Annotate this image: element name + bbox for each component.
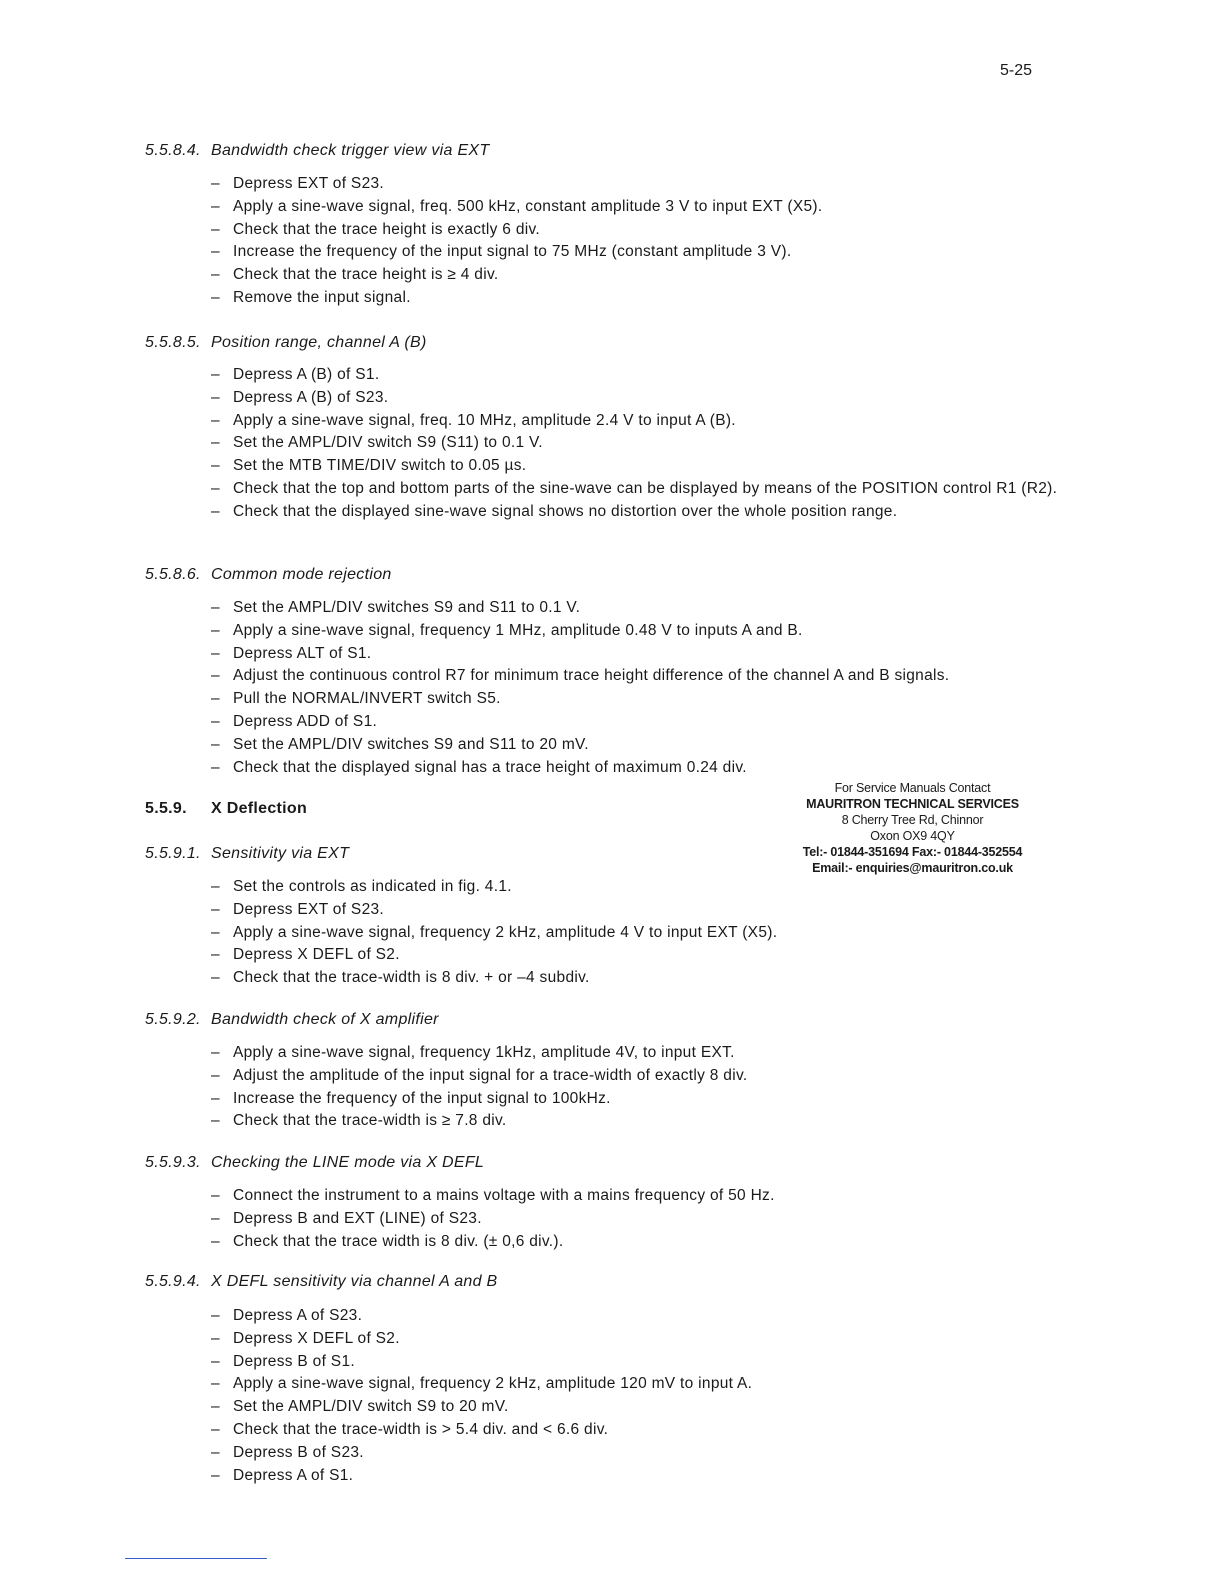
list-item: – Check that the trace-width is 8 div. + or –4 subdiv. xyxy=(211,967,1063,990)
list-item: – Depress A (B) of S23. xyxy=(211,387,1063,410)
list-item: – Check that the trace-width is > 5.4 div. and < 6.6 div. xyxy=(211,1419,1063,1442)
list-item: – Depress B of S23. xyxy=(211,1442,1063,1465)
list-item: – Depress A of S1. xyxy=(211,1465,1063,1488)
contact-line: For Service Manuals Contact xyxy=(834,781,991,795)
step-list xyxy=(145,876,1145,990)
section-title: Bandwidth check of X amplifier xyxy=(211,1011,439,1028)
contact-address: 8 Cherry Tree Rd, Chinnor xyxy=(841,813,984,827)
step-list xyxy=(145,1042,1145,1133)
list-item: – Check that the trace width is 8 div. (± 0,6 div.). xyxy=(211,1231,1063,1254)
section-heading xyxy=(145,1011,1145,1033)
section-number: 5.5.8.6. xyxy=(145,566,201,583)
section-5-5-9-2 xyxy=(145,1011,1145,1133)
contact-company: MAURITRON TECHNICAL SERVICES xyxy=(806,797,1019,811)
list-item: – Pull the NORMAL/INVERT switch S5. xyxy=(211,688,1063,711)
list-item: – Set the AMPL/DIV switch S9 (S11) to 0.1 V. xyxy=(211,432,1063,455)
contact-email: Email:- enquiries@mauritron.co.uk xyxy=(812,861,1013,875)
contact-phone: Tel:- 01844-351694 Fax:- 01844-352554 xyxy=(802,845,1023,859)
list-item: – Adjust the continuous control R7 for minimum trace height difference of the channel A and B signals. xyxy=(211,665,1063,688)
list-item: – Check that the displayed sine-wave signal shows no distortion over the whole position range. xyxy=(211,501,1063,524)
section-number: 5.5.9. xyxy=(145,800,187,817)
section-title: Position range, channel A (B) xyxy=(211,334,427,351)
list-item: – Set the MTB TIME/DIV switch to 0.05 µs. xyxy=(211,455,1063,478)
list-item: – Apply a sine-wave signal, frequency 1kHz, amplitude 4V, to input EXT. xyxy=(211,1042,1063,1065)
section-number: 5.5.9.4. xyxy=(145,1273,201,1290)
step-list xyxy=(145,597,1145,779)
section-number: 5.5.9.3. xyxy=(145,1154,201,1171)
section-heading xyxy=(145,142,1145,164)
page-number: 5-25 xyxy=(1000,62,1033,79)
section-5-5-8-6 xyxy=(145,566,1145,779)
step-list xyxy=(145,364,1145,524)
list-item: – Adjust the amplitude of the input signal for a trace-width of exactly 8 div. xyxy=(211,1065,1063,1088)
list-item: – Increase the frequency of the input signal to 100kHz. xyxy=(211,1088,1063,1111)
list-item: – Apply a sine-wave signal, freq. 10 MHz, amplitude 2.4 V to input A (B). xyxy=(211,410,1063,433)
footer-rule xyxy=(125,1558,267,1559)
section-title: X Deflection xyxy=(211,800,308,817)
list-item: – Check that the trace-width is ≥ 7.8 div. xyxy=(211,1110,1063,1133)
section-heading xyxy=(145,566,1145,588)
list-item: – Check that the displayed signal has a trace height of maximum 0.24 div. xyxy=(211,757,1063,780)
list-item: – Check that the trace height is ≥ 4 div. xyxy=(211,264,1063,287)
section-heading xyxy=(145,1154,1145,1176)
list-item: – Check that the top and bottom parts of the sine-wave can be displayed by means of the POSITION control R1 (R2). xyxy=(211,478,1063,501)
section-title: Bandwidth check trigger view via EXT xyxy=(211,142,490,159)
list-item: – Depress ALT of S1. xyxy=(211,643,1063,666)
list-item: – Depress X DEFL of S2. xyxy=(211,944,1063,967)
list-item: – Set the AMPL/DIV switches S9 and S11 to 20 mV. xyxy=(211,734,1063,757)
list-item: – Apply a sine-wave signal, frequency 1 MHz, amplitude 0.48 V to inputs A and B. xyxy=(211,620,1063,643)
section-5-5-9-4 xyxy=(145,1273,1145,1487)
section-number: 5.5.8.5. xyxy=(145,334,201,351)
section-title: Sensitivity via EXT xyxy=(211,845,350,862)
list-item: – Increase the frequency of the input signal to 75 MHz (constant amplitude 3 V). xyxy=(211,241,1063,264)
list-item: – Apply a sine-wave signal, freq. 500 kHz, constant amplitude 3 V to input EXT (X5). xyxy=(211,196,1063,219)
section-5-5-9-3 xyxy=(145,1154,1145,1253)
section-heading xyxy=(145,1273,1145,1295)
list-item: – Depress B and EXT (LINE) of S23. xyxy=(211,1208,1063,1231)
service-contact-stamp xyxy=(790,780,1035,876)
list-item: – Depress X DEFL of S2. xyxy=(211,1328,1063,1351)
list-item: – Apply a sine-wave signal, frequency 2 kHz, amplitude 120 mV to input A. xyxy=(211,1373,1063,1396)
list-item: – Apply a sine-wave signal, frequency 2 kHz, amplitude 4 V to input EXT (X5). xyxy=(211,922,1063,945)
section-5-5-8-5 xyxy=(145,334,1145,524)
list-item: – Depress B of S1. xyxy=(211,1351,1063,1374)
list-item: – Depress A (B) of S1. xyxy=(211,364,1063,387)
list-item: – Depress ADD of S1. xyxy=(211,711,1063,734)
section-title: Common mode rejection xyxy=(211,566,392,583)
list-item: – Check that the trace height is exactly 6 div. xyxy=(211,219,1063,242)
step-list xyxy=(145,173,1145,310)
section-number: 5.5.8.4. xyxy=(145,142,201,159)
list-item: – Set the controls as indicated in fig. 4.1. xyxy=(211,876,1063,899)
contact-address: Oxon OX9 4QY xyxy=(870,829,955,843)
list-item: – Connect the instrument to a mains voltage with a mains frequency of 50 Hz. xyxy=(211,1185,1063,1208)
step-list xyxy=(145,1185,1145,1253)
step-list xyxy=(145,1305,1145,1487)
section-heading xyxy=(145,334,1145,356)
section-number: 5.5.9.2. xyxy=(145,1011,201,1028)
section-title: Checking the LINE mode via X DEFL xyxy=(211,1154,485,1171)
section-number: 5.5.9.1. xyxy=(145,845,201,862)
list-item: – Depress EXT of S23. xyxy=(211,173,1063,196)
list-item: – Set the AMPL/DIV switch S9 to 20 mV. xyxy=(211,1396,1063,1419)
list-item: – Depress EXT of S23. xyxy=(211,899,1063,922)
list-item: – Depress A of S23. xyxy=(211,1305,1063,1328)
list-item: – Set the AMPL/DIV switches S9 and S11 to 0.1 V. xyxy=(211,597,1063,620)
section-title: X DEFL sensitivity via channel A and B xyxy=(211,1273,498,1290)
list-item: – Remove the input signal. xyxy=(211,287,1063,310)
section-5-5-8-4 xyxy=(145,142,1145,310)
